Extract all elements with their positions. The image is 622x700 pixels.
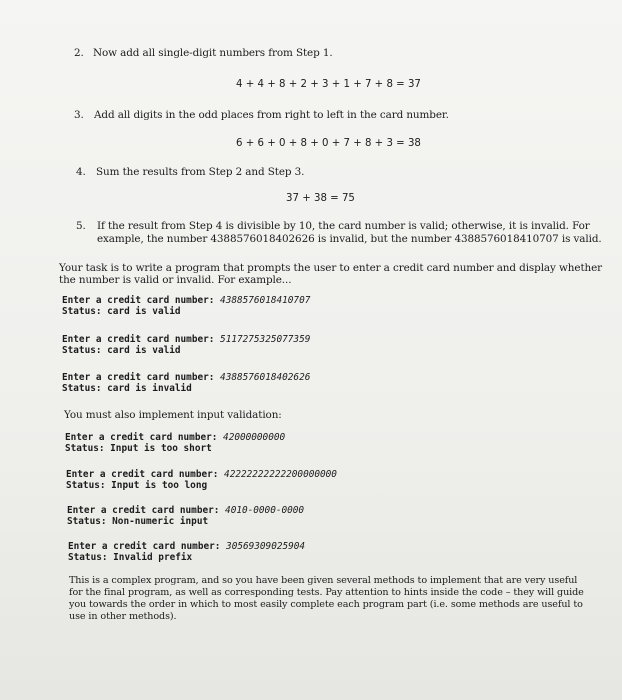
validation-block-2 [66,469,337,491]
example-status: Status: card is invalid [62,383,192,394]
step-2-number: 2. [74,47,84,59]
example-card-number: 4388576018410707 [220,295,311,306]
validation-intro: You must also implement input validation: [64,409,282,421]
step-4-text: Sum the results from Step 2 and Step 3. [96,166,305,178]
validation-card-number: 30569309025904 [226,541,306,552]
validation-status: Status: Input is too short [65,443,212,454]
step-4-number: 4. [76,166,86,178]
example-block-1 [62,295,310,317]
example-card-number: 5117275325077359 [220,334,311,345]
closing-line-3: you towards the order in which to most easily complete each program part (i.e. some methods are useful to [69,599,583,610]
task-line-2: the number is valid or invalid. For example... [59,274,292,286]
closing-line-4: use in other methods). [69,611,177,622]
example-status: Status: card is valid [62,306,181,317]
example-card-number: 4388576018402626 [220,372,311,383]
step-4-equation: 37 + 38 = 75 [286,193,355,204]
example-prompt: Enter a credit card number: [62,334,221,345]
task-line-1: Your task is to write a program that prompts the user to enter a credit card number and display whether [59,262,603,274]
closing-line-1: This is a complex program, and so you have been given several methods to implement that are very useful [69,575,578,586]
validation-prompt: Enter a credit card number: [67,505,226,516]
example-status: Status: card is valid [62,345,181,356]
validation-prompt: Enter a credit card number: [66,469,225,480]
step-2-text: Now add all single-digit numbers from Step 1. [93,47,333,59]
step-5-line-1: If the result from Step 4 is divisible by 10, the card number is valid; otherwise, it is invalid. For [97,220,590,232]
step-3-equation: 6 + 6 + 0 + 8 + 0 + 7 + 8 + 3 = 38 [236,138,421,149]
validation-status: Status: Invalid prefix [68,552,193,563]
validation-card-number: 42222222222200000000 [224,469,337,480]
validation-status: Status: Input is too long [66,480,208,491]
validation-prompt: Enter a credit card number: [65,432,224,443]
validation-block-1 [65,432,285,454]
example-block-3 [62,372,310,394]
validation-card-number: 4010-0000-0000 [225,505,305,516]
validation-status: Status: Non-numeric input [67,516,209,527]
example-prompt: Enter a credit card number: [62,295,221,306]
example-prompt: Enter a credit card number: [62,372,221,383]
step-3-text: Add all digits in the odd places from right to left in the card number. [94,109,449,121]
validation-prompt: Enter a credit card number: [68,541,227,552]
step-5-line-2: example, the number 4388576018402626 is invalid, but the number 4388576018410707 is valid. [97,233,602,245]
step-5-number: 5. [76,220,86,232]
step-3-number: 3. [74,109,84,121]
validation-block-3 [67,505,304,527]
example-block-2 [62,334,310,356]
validation-card-number: 42000000000 [223,432,286,443]
validation-block-4 [68,541,305,563]
closing-line-2: for the final program, as well as corresponding tests. Pay attention to hints inside the code – they will guide [69,587,584,598]
step-2-equation: 4 + 4 + 8 + 2 + 3 + 1 + 7 + 8 = 37 [236,79,421,90]
